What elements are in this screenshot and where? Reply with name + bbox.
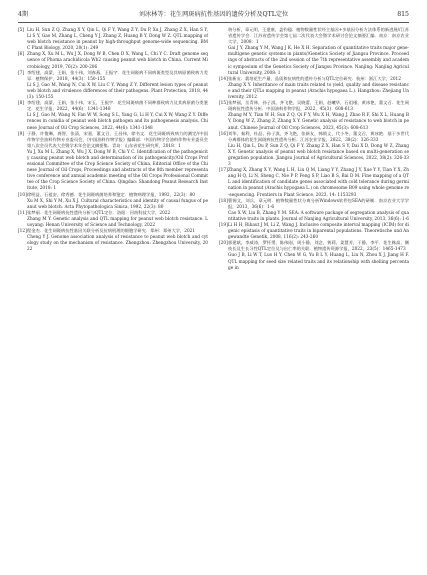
reference-number: [12]	[18, 229, 27, 235]
reference-line: 李绍建，高蒙，王娟，张小伟，宋玉，王振宇．花生网斑病菌不同种群致病力及其病原菌分类鉴定．花生学报，2022，44(6)：1341-1348	[27, 101, 208, 113]
reference-number: [14]	[219, 76, 228, 82]
reference-entry	[219, 168, 409, 198]
reference-entry	[219, 28, 409, 77]
running-title: 刘冰林等：花生网斑病抗性基因的遗传分析及QTL定位	[138, 11, 289, 18]
reference-number: [7]	[18, 70, 25, 76]
reference-number: [5]	[18, 28, 25, 33]
reference-line: 程金杰．花生网斑病抗性基因关联分析及抗病机理的细胞学研究．郑州：郑州大学，2021	[27, 229, 196, 235]
reference-line: Gai J Y, Zhang Y M, Wang J K, He X H. Separation of quantitative traits major gene-multigene genetic systems in plants//Genetics Society of Jiangsu Province. Proceedings of abstracts of the 2nd session of the 7th representative assembly and academic symposium of the Genetics Society of Jiangsu Province. Nanjing: Nanjing Agricultural University, 2008: 1	[228, 46, 409, 76]
reference-line: Xu M X, Shi Y M, Xu X J. Cultural characteristics and identity of causal fungus of peanut web blotch. Acta Phytopathologica Sinica, 1992, 22(3): 80	[27, 198, 208, 210]
running-header	[18, 8, 409, 23]
reference-line: Cao X W, Liu B, Zhang Y M. SEA: A software package of segregation analysis of quantitative traits in plants. Journal of Nanjing Agricultural University, 2013, 36(6): 1-6	[228, 210, 409, 222]
reference-text	[228, 28, 409, 77]
reference-column-right	[219, 28, 409, 272]
reference-number: [18]	[219, 198, 228, 204]
reference-number: [9]	[18, 131, 25, 137]
reference-number: [8]	[18, 101, 25, 107]
reference-line: Zhang X, Zhang X Y, Wang L H, Liu Q M, Liang Y Y, Zhang J Y, Xue Y Y, Tian Y X, Zhang H Q, Li N, Sheng C, Nie P P, Feng S P, Liao B S, Bai D M. Fine mapping of a QTL and identification of candidate genes associated with cold tolerance during germination in peanut (Arachis hypogaea L.) on chromosome B09 using whole genome re-sequencing. Frontiers in Plant Science, 2023, 14: 1153293	[228, 168, 409, 198]
reference-text	[27, 71, 208, 101]
reference-number	[219, 28, 228, 77]
reference-text	[228, 101, 409, 131]
reference-number: [20]	[219, 241, 228, 247]
reference-line: Cheng Y J. Genome association analysis of resistance to peanut web blotch and cytology study on the mechanism of resistance. Zhengzhou: Zhengzhou University, 2022	[27, 235, 208, 253]
reference-line: Li S J, Gao M, Wang N, Fan W W, Song S L, Yang G, Li H Y, Cui X W, Wang Z Y. Differences in conidia of peanut web blotch pathogen and its pathogenesis analysis. Chinese Journal of Oil Crop Sciences, 2022, 44(6): 1341-1348	[27, 113, 208, 131]
reference-line: Li S J, Gao M, Wang N, Cui X W, Liu C Y, Wang Z Y. Different lesion types of peanut web blotch and virulence differences of their pathogens. Plant Protection, 2018, 44(3): 150-155	[27, 82, 208, 101]
reference-number: [17]	[219, 168, 228, 174]
reference-line: 谐分析，章元明，王建康，盖钧镒．植物数量性状经主基因+多基因分析方法体系的新进展//江苏省遗传学会．江苏省遗传学会第七届二次代表大会暨学术研讨会论文摘要汇编．南京：南京农业大学，2008：1	[228, 28, 409, 46]
reference-entry	[18, 101, 208, 131]
reference-line: Liu H, Sun Z Q, Zhang X Y, Qin L, Qi F Y, Wang Z Y, Du P, Xu J, Zhang Z X, Han S Y, Li S Y, Gao M, Zhang L, Cheng Y J, Zhang Z, Huang B Y, Dong W Z. QTL mapping of web blotch resistance in peanut by high-throughput genome-wide sequencing. BMC Plant Biology, 2020, 20(1): 249	[27, 28, 208, 52]
reference-text	[27, 193, 208, 211]
reference-entry	[219, 77, 409, 101]
reference-entry	[18, 229, 208, 253]
reference-number: [15]	[219, 101, 228, 107]
reference-line: Zhang M Y, Tian W H, Sun Z Q, Qi F Y, Wu X H, Wang J, Zhao R F, Shi X L, Huang B Y, Dong W Z, Zhang Z, Zhang X Y. Genetic analysis of resistance to web blotch in peanut. Chinese Journal of Oil Crop Sciences, 2023, 45(3): 608-613	[228, 113, 409, 131]
reference-text	[228, 241, 409, 271]
reference-line: 郭建斌，李威涛，罗怀勇，陈伟刚，周小静，刘念，黄莉，姜慧芳，于静，李平．花生株高、侧枝长及生长习性QTL定位及与出仁率的关联．植物遗传资源学报，2022，23(5)：1465-1473	[228, 241, 409, 253]
reference-entry	[18, 132, 208, 193]
reference-line: Zhang X Y. Inheritance of main traits related to yield, quality and disease resistance and their QTLs mapping in peanut (Arachis hypogaea L.). Hangzhou: Zhejiang University, 2012	[228, 82, 409, 101]
reference-line: Yu J, Xu M L, Zhang X, Wu J X, Dong W B, Chi Y C. Identification of the pathogenicity causing peanut web blotch and determination of its pathogenicity//Oil Crops Professional Committee of the Crop Science Society of China, Editorial Office of the Chinese Journal of Oil Crops, Proceedings and abstracts of the 8th member representative conference and annual academic meeting of the Oil Crops Professional Committee of the Crop Science Society of China. Qingdao: Shandong Peanut Research Institute, 2018: 1	[27, 149, 208, 192]
reference-text	[27, 52, 208, 70]
reference-entry	[219, 241, 409, 271]
reference-line: Liu H, Qin L, Du P, Sun Z Q, Qi F Y, Zhang Z X, Han S Y, Dai X D, Dong W Z, Zhang X Y. Genetic analysis of peanut web blotch resistance based on multi-generation segregation population. Jiangsu Journal of Agricultural Sciences, 2022, 38(2): 326-333	[228, 143, 409, 168]
reference-entry	[219, 223, 409, 241]
reference-line: 曹锡文，刘兵，章元明．植物数量性状分离分析Windows软件包SEA的研制．南京农业大学学报，2013，36(6)：1-6	[228, 198, 409, 210]
reference-column-left	[18, 28, 208, 253]
reference-entry	[18, 71, 208, 101]
reference-text	[27, 101, 208, 131]
reference-text	[228, 168, 409, 198]
reference-entry	[18, 52, 208, 70]
reference-text	[228, 223, 409, 241]
reference-entry	[18, 28, 208, 52]
reference-text	[27, 211, 208, 229]
reference-text	[228, 77, 409, 101]
reference-line: 刘华，秦利，杜品，孙子淇，齐飞艳，张新友，韩锁义，代小冬，董文召，黄冰艳．基于多世代分离群体的花生网斑病抗性遗传分析．江苏农业学报，2022，38(2)：326-333	[228, 131, 409, 143]
reference-number: [16]	[219, 131, 228, 137]
page-number: 815	[397, 11, 409, 18]
reference-line: Li H H, Ribaut J M, Li Z, Wang J. Inclusive composite interval mapping (ICIM) for digenic epistasis of quantitative traits in biparental populations. Theoretische und Angewandte Genetik, 2008, 116(2): 243-260	[228, 223, 409, 241]
reference-entry	[219, 132, 409, 169]
reference-line: Guo J B, Li W T, Luo H Y, Chen W G, Yu B L Y, Huang L, Liu N, Zhou X J, Jiang H F. QTL mapping for seed size related traits and its relationship with shelling percentage in	[228, 253, 409, 271]
reference-entry	[219, 101, 409, 131]
reference-text	[27, 28, 208, 52]
reference-line: 于静，许俊琳，龚智，张清，宋嘉，董文召，王昌伟，徐书文．花生网斑病致病力的测定//中国作物学会油料作物专业委员会，《中国油料作物学报》编辑部．中国作物学会油料作物专业委员会第八次会员代表大会暨学术年会论文摘要集．青岛：山东省花生研究所，2018：1	[27, 131, 208, 149]
reference-line: Zhang M Y. Genetic analysis and QTL mapping for peanut web blotch resistance. Luoyang: Henan University of Science and Technology, 2022	[27, 216, 208, 228]
reference-text	[228, 132, 409, 169]
reference-number: [10]	[18, 192, 27, 198]
reference-entry	[18, 193, 208, 211]
reference-number: [11]	[18, 210, 27, 216]
reference-line: 张新友．栽培花生产量、品质和抗病性的遗传分析与QTL定位研究．杭州：浙江大学，2012	[228, 76, 401, 82]
reference-entry	[18, 211, 208, 229]
reference-line: 徐明益，石祖安，徐秀德．花生网斑病菌培养和鉴定．植物病理学报，1992，22(3)：80	[27, 192, 195, 198]
reference-line: Zhang X, Xu M L, Wu J X, Dong W B, Chen D X, Wang L, Chi Y C. Draft genome sequence of Phoma arachidicola Wb2 causing peanut web blotch in China. Current Microbiology, 2019, 76(2): 200-206	[27, 52, 208, 70]
reference-text	[27, 229, 208, 253]
reference-line: 张梦丽，岳青林，孙子淇，齐飞艳，吴晓蕾，王娟，赵曦华，石祖瑾，黄冰艳，董文召．花生网斑病抗性遗传分析．中国油料作物学报，2022，45(3)：608-613	[228, 101, 409, 113]
reference-text	[27, 132, 208, 193]
reference-number: [19]	[219, 223, 228, 228]
reference-text	[228, 199, 409, 223]
reference-line: 张梦丽．花生网斑病抗性遗传分析与QTL定位．洛阳：河南科技大学，2022	[27, 210, 171, 216]
reference-line: 李绍建，高蒙，王娟，张小伟，刘春燕，王振宇．花生网斑病不同病斑类型及其病原菌致病力差异．植物保护，2018，44(3)：150-155	[27, 70, 208, 82]
reference-entry	[219, 199, 409, 223]
issue-number: 4期	[18, 11, 29, 18]
reference-number: [6]	[18, 52, 25, 58]
